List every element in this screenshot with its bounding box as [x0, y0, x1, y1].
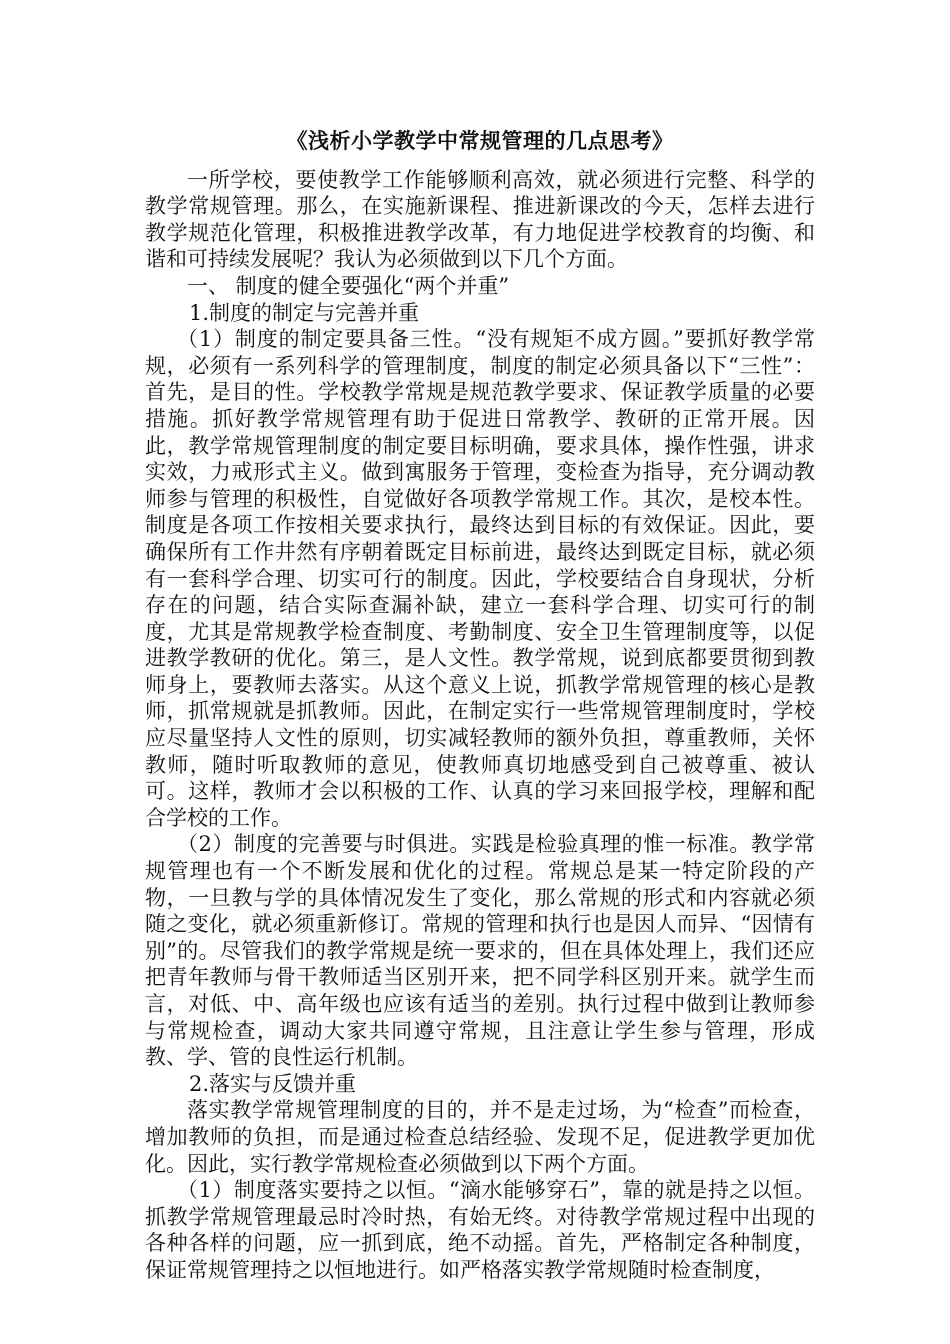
section-heading-1: 一、 制度的健全要强化“两个并重”: [187, 273, 510, 298]
body-paragraph-3: 落实教学常规管理制度的目的，并不是走过场，为“检查”而检查，增加教师的负担，而是通过检查总结经验、发现不足，促进教学更加优化。因此，实行教学常规检查必须做到以下两个方面。: [145, 1098, 815, 1176]
body-paragraph-1: （1）制度的制定要具备三性。“没有规矩不成方圆。”要抓好教学常规，必须有一系列科学的管理制度，制度的制定必须具备以下“三性”：首先，是目的性。学校教学常规是规范教学要求、保证教学质量的必要措施。抓好教学常规管理有助于促进日常教学、教研的正常开展。因此，教学常规管理制度的制定要目标明确，要求具体，操作性强，讲求实效，力戒形式主义。做到寓服务于管理，变检查为指导，充分调动教师参与管理的积极性，自觉做好各项教学常规工作。其次，是校本性。制度是各项工作按相关要求执行，最终达到目标的有效保证。因此，要确保所有工作井然有序朝着既定目标前进，最终达到既定目标，就必须有一套科学合理、切实可行的制度。因此，学校要结合自身现状，分析存在的问题，结合实际查漏补缺，建立一套科学合理、切实可行的制度，尤其是常规教学检查制度、考勤制度、安全卫生管理制度等，以促进教学教研的优化。第三，是人文性。教学常规，说到底都要贯彻到教师身上，要教师去落实。从这个意义上说，抓教学常规管理的核心是教师，抓常规就是抓教师。因此，在制定实行一些常规管理制度时，学校应尽量坚持人文性的原则，切实减轻教师的额外负担，尊重教师，关怀教师，随时听取教师的意见，使教师真切地感受到自己被尊重、被认可。这样，教师才会以积极的工作、认真的学习来回报学校，理解和配合学校的工作。: [145, 327, 815, 830]
body-paragraph-2: （2）制度的完善要与时俱进。实践是检验真理的惟一标准。教学常规管理也有一个不断发展和优化的过程。常规总是某一特定阶段的产物，一旦教与学的具体情况发生了变化，那么常规的形式和内容就必须随之变化，就必须重新修订。常规的管理和执行也是因人而异、“因情有别”的。尽管我们的教学常规是统一要求的，但在具体处理上，我们还应把青年教师与骨干教师适当区别开来，把不同学科区别开来。就学生而言，对低、中、高年级也应该有适当的差别。执行过程中做到让教师参与常规检查，调动大家共同遵守常规，且注意让学生参与管理，形成教、学、管的良性运行机制。: [145, 832, 815, 1070]
subsection-heading-1: 1.制度的制定与完善并重: [189, 300, 420, 325]
intro-paragraph: 一所学校，要使教学工作能够顺利高效，就必须进行完整、科学的教学常规管理。那么，在实施新课程、推进新课改的今天，怎样去进行教学规范化管理，积极推进教学改革，有力地促进学校教育的均衡、和谐和可持续发展呢？我认为必须做到以下几个方面。: [145, 167, 815, 272]
body-paragraph-4: （1）制度落实要持之以恒。“滴水能够穿石”，靠的就是持之以恒。抓教学常规管理最忌时冷时热，有始无终。对待教学常规过程中出现的各种各样的问题，应一抓到底，绝不动摇。首先，严格制定各种制度，保证常规管理持之以恒地进行。如严格落实教学常规随时检查制度，: [145, 1178, 815, 1282]
document-title: 《浅析小学教学中常规管理的几点思考》: [286, 128, 674, 153]
document-body: [145, 128, 815, 1284]
subsection-heading-2: 2.落实与反馈并重: [189, 1071, 357, 1096]
